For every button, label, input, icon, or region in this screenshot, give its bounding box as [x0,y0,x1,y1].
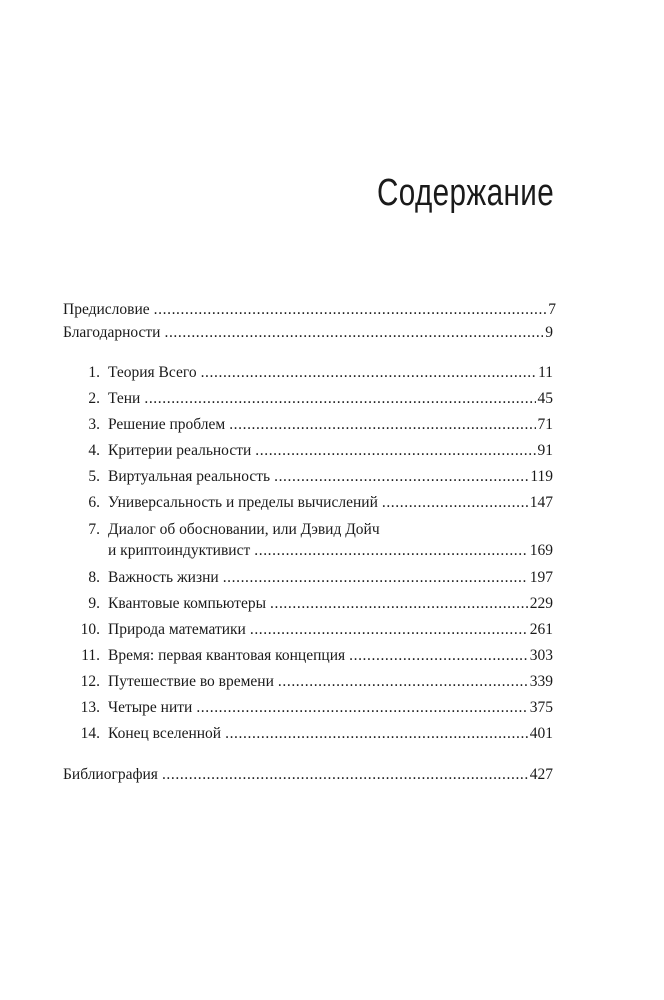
toc-entry-preface[interactable] [63,300,556,320]
toc-chapter-12[interactable] [65,672,553,692]
toc-chapter-number: 3. [88,416,100,433]
toc-leader-dots [349,646,528,666]
toc-entry-label: Природа математики [108,621,246,638]
toc-entry-page: 229 [529,595,553,612]
toc-chapter-3[interactable] [65,415,553,435]
toc-leader-dots [144,389,535,409]
toc-chapter-4[interactable] [65,441,553,461]
toc-chapter-7-line2[interactable] [108,541,553,561]
toc-chapter-14[interactable] [65,724,553,744]
toc-entry-label: Тени [108,390,141,407]
toc-leader-dots [229,415,535,435]
toc-leader-dots [270,594,528,614]
toc-leader-dots [223,568,528,588]
toc-chapter-number: 10. [80,621,100,638]
toc-entry-label: Теория Всего [108,364,197,381]
toc-entry-page: 119 [530,468,553,485]
toc-entry-page: 401 [529,725,553,742]
toc-leader-dots [164,323,543,343]
toc-entry-page: 7 [548,301,556,318]
toc-entry-label: Виртуальная реальность [108,468,271,485]
toc-entry-page: 339 [529,673,553,690]
toc-leader-dots [274,467,528,487]
toc-entry-label: и криптоиндуктивист [108,542,251,559]
toc-entry-label: Квантовые компьютеры [108,595,266,612]
toc-chapter-number: 14. [80,725,100,742]
toc-chapter-8[interactable] [65,568,553,588]
toc-entry-acknowledgements[interactable] [63,323,553,343]
toc-chapter-number: 9. [88,595,100,612]
toc-chapter-number: 1. [88,364,100,381]
toc-chapter-5[interactable] [65,467,553,487]
toc-chapter-10[interactable] [65,620,553,640]
toc-chapter-2[interactable] [65,389,553,409]
toc-chapter-number: 11. [81,647,100,664]
toc-entry-label: Решение проблем [108,416,226,433]
toc-entry-label: Предисловие [63,301,150,318]
toc-chapter-7-line1[interactable] [65,520,380,540]
toc-chapter-number: 5. [88,468,100,485]
toc-entry-page: 147 [529,494,553,511]
toc-entry-label: Универсальность и пределы вычислений [108,494,378,511]
toc-entry-page: 9 [545,324,553,341]
toc-chapter-number: 8. [88,569,100,586]
toc-leader-dots [250,620,528,640]
toc-chapter-1[interactable] [65,363,553,383]
toc-entry-label: Диалог об обосновании, или Дэвид Дойч [108,521,380,538]
toc-entry-page: 11 [538,364,553,381]
toc-entry-page: 303 [529,647,553,664]
toc-chapter-13[interactable] [65,698,553,718]
toc-chapter-number: 4. [88,442,100,459]
toc-chapter-number: 13. [80,699,100,716]
toc-chapter-9[interactable] [65,594,553,614]
toc-leader-dots [382,493,528,513]
page-title: Содержание [376,172,554,214]
toc-chapter-number: 6. [88,494,100,511]
toc-entry-page: 45 [537,390,553,407]
toc-chapter-number: 12. [80,673,100,690]
toc-entry-label: Конец вселенной [108,725,222,742]
toc-leader-dots [278,672,528,692]
toc-leader-dots [255,441,535,461]
toc-chapter-number: 2. [88,390,100,407]
toc-entry-page: 71 [537,416,553,433]
toc-leader-dots [162,765,528,785]
toc-chapter-6[interactable] [65,493,553,513]
toc-entry-page: 197 [529,569,553,586]
toc-entry-label: Путешествие во времени [108,673,274,690]
toc-entry-label: Благодарности [63,324,161,341]
toc-entry-page: 375 [529,699,553,716]
toc-entry-label: Четыре нити [108,699,193,716]
toc-chapter-number: 7. [88,521,100,538]
toc-chapter-11[interactable] [65,646,553,666]
toc-entry-page: 91 [537,442,553,459]
toc-leader-dots [196,698,527,718]
toc-leader-dots [254,541,528,561]
toc-entry-label: Важность жизни [108,569,219,586]
toc-entry-label: Библиография [63,766,158,783]
toc-entry-label: Время: первая квантовая концепция [108,647,346,664]
toc-leader-dots [225,724,528,744]
toc-leader-dots [154,300,547,320]
toc-entry-bibliography[interactable] [63,765,553,785]
toc-entry-label: Критерии реальности [108,442,252,459]
toc-entry-page: 427 [529,766,553,783]
toc-leader-dots [201,363,536,383]
toc-entry-page: 261 [529,621,553,638]
toc-entry-page: 169 [529,542,553,559]
